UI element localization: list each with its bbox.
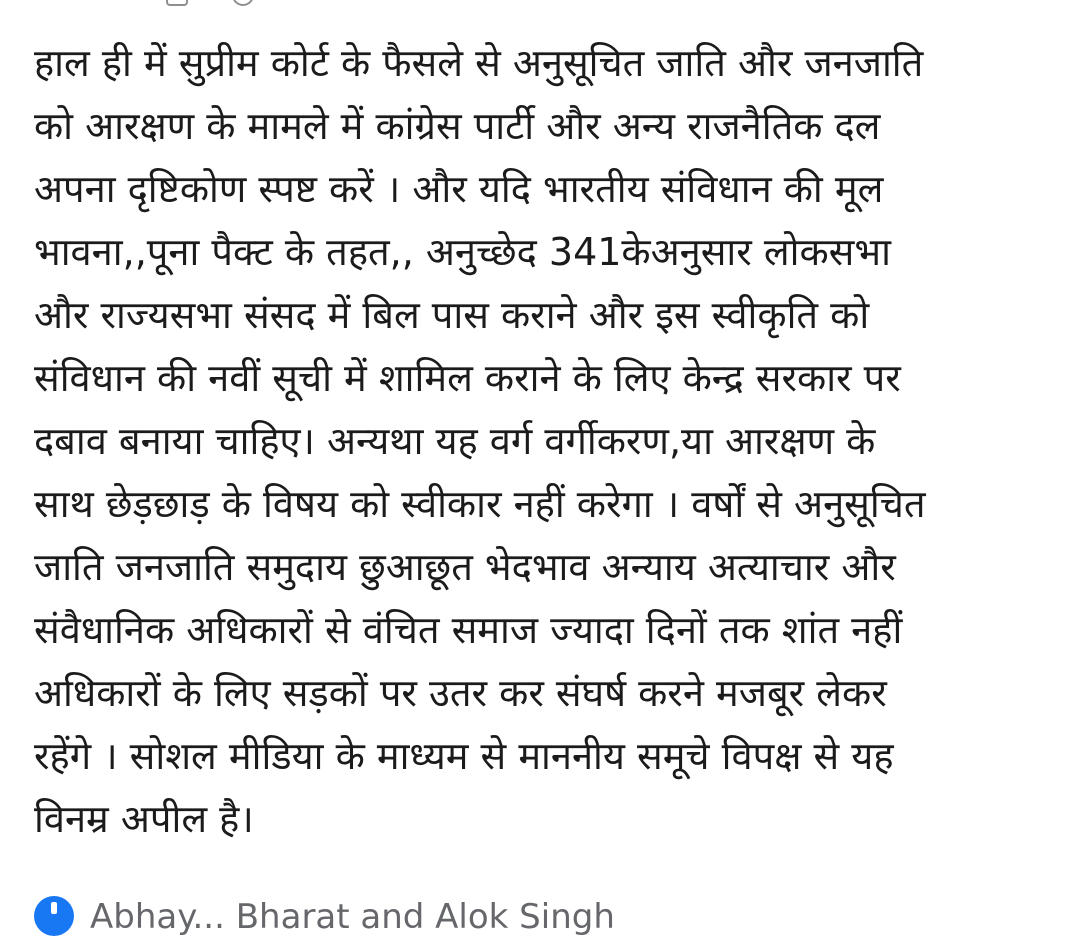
post-body-text: हाल ही में सुप्रीम कोर्ट के फैसले से अनुसूचित जाति और जनजाति को आरक्षण के मामले में कांग्रेस पार्टी और अन्य राजनैतिक दल अपना दृष्टिकोण स्पष्ट करें । और यदि भारतीय संविधान की मूल भावना,,पूना पैक्ट के तहत,, अनुच्छेद 341केअनुसार लोकसभा और राज्यसभा संसद में बिल पास कराने और इस स्वीकृति को संविधान की नवीं सूची में शामिल कराने के लिए केन्द्र सरकार पर दबाव बनाया चाहिए। अन्यथा यह वर्ग वर्गीकरण,या आरक्षण के साथ छेड़छाड़ के विषय को स्वीकार नहीं करेगा । वर्षों से अनुसूचित जाति जनजाति समुदाय छुआछूत भेदभाव अन्याय अत्याचार और संवैधानिक अधिकारों से वंचित समाज ज्यादा दिनों तक शांत नहीं अधिकारों के लिए सड़कों पर उतर कर संघर्ष करने मजबूर लेकर रहेंगे । सोशल मीडिया के माध्यम से माननीय समूचे विपक्ष से यह विनम्र अपील है। [34,41,926,841]
top-remnant [0,0,1080,12]
share-icon[interactable] [232,0,254,6]
like-icon [34,896,74,936]
reactions-footer[interactable] [34,896,1034,936]
reaction-names[interactable]: Abhay... Bharat and Alok Singh [90,897,615,937]
edit-icon[interactable] [166,0,188,6]
